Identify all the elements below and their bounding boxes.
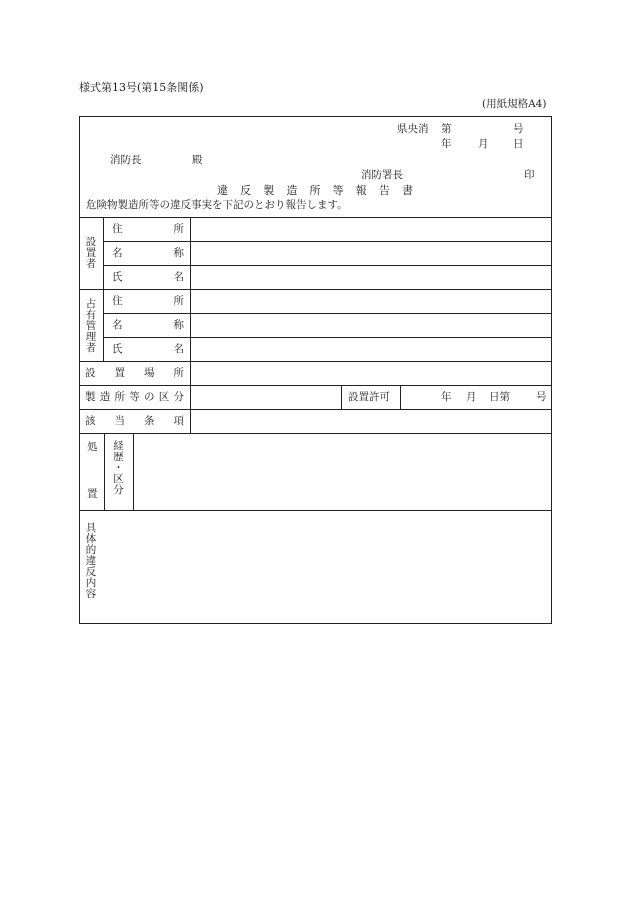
occupant-address-label: 住 所 [112, 295, 184, 307]
permit-month: 月 [466, 391, 477, 403]
location-label: 設 置 場 所 [85, 367, 184, 379]
honorific: 殿 [192, 154, 203, 166]
date-day: 日 [513, 138, 524, 150]
title-char: 書 [402, 184, 413, 197]
permit-label: 設置許可 [348, 391, 390, 403]
rule-header-bottom [79, 217, 552, 218]
seal-mark: 印 [524, 169, 535, 181]
label-char: 占 [85, 298, 97, 310]
title-char: 等 [332, 184, 344, 197]
rule [79, 433, 552, 434]
rule [341, 385, 342, 409]
intro-statement: 危険物製造所等の違反事実を下記のとおり報告します。 [86, 199, 348, 211]
title-char: 造 [286, 184, 298, 197]
disposition-label-top: 処 [87, 441, 98, 453]
rule [79, 361, 552, 362]
installer-address-label: 住 所 [112, 223, 184, 235]
label-char: 設 [85, 236, 97, 248]
violation-details-label: 具 体 的 違 反 内 容 [85, 522, 97, 601]
office-abbrev: 県央消 [397, 123, 429, 135]
permit-year: 年 [441, 391, 452, 403]
title-char: 違 [217, 184, 228, 197]
history-classification-label: 経 歴 ・ 区 分 [113, 440, 124, 497]
rule [103, 313, 552, 314]
title-char: 告 [378, 184, 390, 197]
title-char: 反 [240, 184, 252, 197]
rule-group-label [103, 217, 104, 361]
occupant-name-label: 名 称 [112, 319, 184, 331]
rule [79, 385, 552, 386]
addressee: 消防長 [110, 154, 142, 166]
rule [103, 265, 552, 266]
rule [79, 510, 552, 511]
label-char: 有 [85, 309, 97, 322]
paper-size-note: (用紙規格A4) [482, 98, 547, 110]
rule [103, 241, 552, 242]
document-title [217, 185, 413, 196]
doc-number-prefix: 第 [441, 123, 452, 135]
title-char: 製 [263, 184, 275, 197]
title-char: 報 [355, 184, 367, 197]
permit-day-number: 日第 [489, 391, 510, 403]
rule [103, 337, 552, 338]
installer-name-label: 名 称 [112, 247, 184, 259]
clause-label: 該 当 条 項 [85, 415, 184, 427]
rule [400, 385, 401, 409]
occupant-group-label [79, 299, 103, 354]
date-year: 年 [441, 138, 452, 150]
title-char: 所 [309, 184, 321, 197]
rule [79, 409, 552, 410]
label-char: 者 [85, 342, 97, 355]
installer-group-label [79, 237, 103, 270]
doc-number-suffix: 号 [513, 123, 524, 135]
permit-number-suffix: 号 [536, 391, 547, 403]
occupant-person-label: 氏 名 [112, 343, 184, 355]
disposition-label-bottom: 置 [87, 488, 98, 500]
label-char: 者 [85, 258, 97, 271]
rule [133, 433, 134, 510]
label-char: 置 [85, 247, 97, 260]
classification-label: 製 造 所 等 の 区 分 [85, 391, 184, 403]
installer-person-label: 氏 名 [112, 271, 184, 283]
label-char: 理 [85, 331, 97, 344]
form-number: 様式第13号(第15条関係) [79, 81, 204, 94]
rule [79, 289, 552, 290]
label-char: 管 [85, 320, 97, 333]
sender: 消防署長 [361, 169, 403, 181]
date-month: 月 [478, 138, 489, 150]
rule-field-label [190, 217, 191, 433]
